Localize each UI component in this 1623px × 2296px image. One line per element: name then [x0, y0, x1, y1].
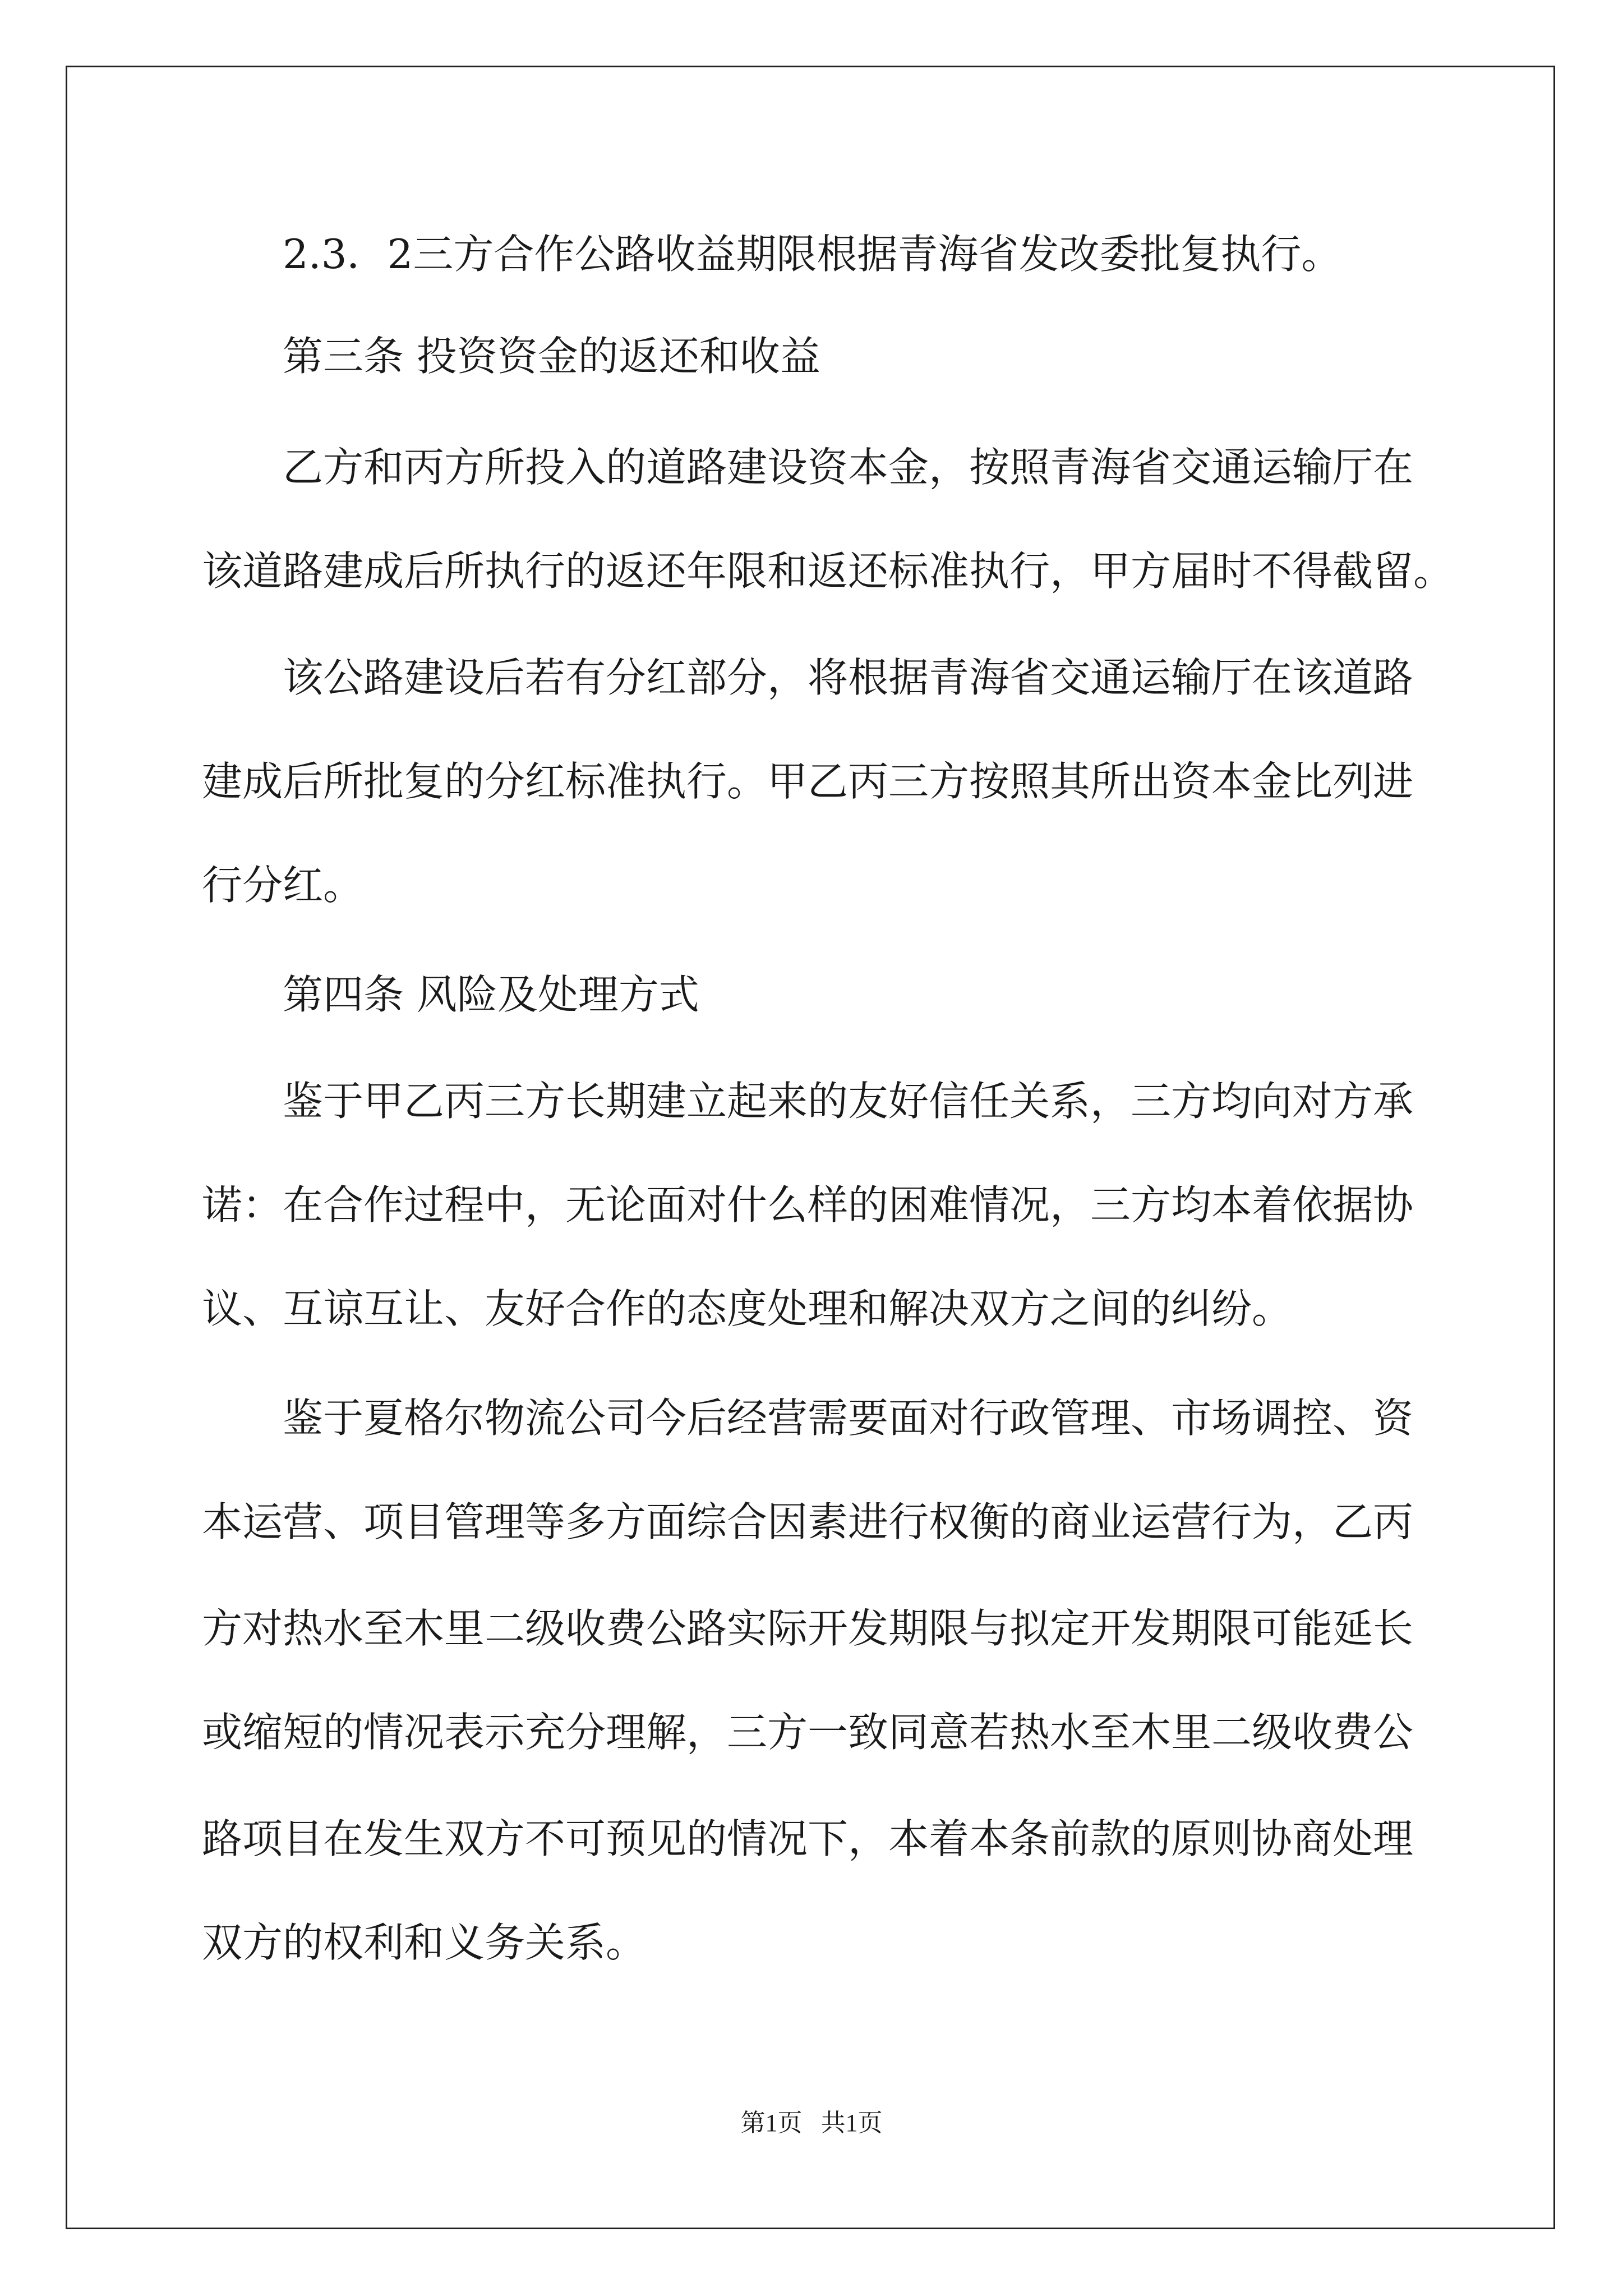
page-border [66, 66, 1555, 2229]
article-4-para-2-line-2: 本运营、项目管理等多方面综合因素进行权衡的商业运营行为，乙丙 [202, 1498, 1414, 1545]
page-number-footer: 第1页 共1页 [740, 2109, 883, 2137]
article-3-para-1-line-1: 乙方和丙方所投入的道路建设资本金，按照青海省交通运输厅在 [283, 444, 1414, 491]
clause-2-3-2: 2.3．2三方合作公路收益期限根据青海省发改委批复执行。 [283, 231, 1342, 278]
article-4-para-1-line-1: 鉴于甲乙丙三方长期建立起来的友好信任关系，三方均向对方承 [283, 1078, 1414, 1125]
article-4-para-2-line-5: 路项目在发生双方不可预见的情况下，本着本条前款的原则协商处理 [202, 1815, 1414, 1862]
article-4-para-2-line-1: 鉴于夏格尔物流公司今后经营需要面对行政管理、市场调控、资 [283, 1395, 1414, 1442]
article-3-para-2-line-3: 行分红。 [202, 862, 364, 909]
article-4-heading: 第四条 风险及处理方式 [283, 971, 699, 1018]
article-3-para-1-line-2: 该道路建成后所执行的返还年限和返还标准执行，甲方届时不得截留。 [202, 547, 1454, 595]
article-4-para-2-line-6: 双方的权利和义务关系。 [202, 1919, 647, 1966]
article-3-heading: 第三条 投资资金的返还和收益 [283, 333, 820, 380]
article-4-para-2-line-4: 或缩短的情况表示充分理解，三方一致同意若热水至木里二级收费公 [202, 1709, 1414, 1756]
article-4-para-1-line-2: 诺：在合作过程中，无论面对什么样的困难情况，三方均本着依据协 [202, 1181, 1414, 1228]
article-3-para-2-line-1: 该公路建设后若有分红部分，将根据青海省交通运输厅在该道路 [283, 654, 1414, 701]
article-4-para-1-line-3: 议、互谅互让、友好合作的态度处理和解决双方之间的纠纷。 [202, 1285, 1293, 1332]
article-3-para-2-line-2: 建成后所批复的分红标准执行。甲乙丙三方按照其所出资本金比列进 [202, 758, 1414, 805]
article-4-para-2-line-3: 方对热水至木里二级收费公路实际开发期限与拟定开发期限可能延长 [202, 1605, 1414, 1652]
